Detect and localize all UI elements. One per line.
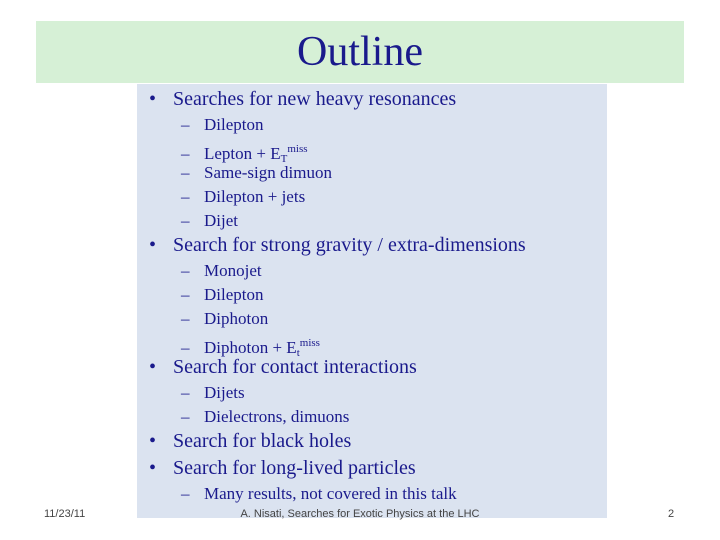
subitem-label: Dilepton bbox=[204, 115, 264, 134]
section-heading: Searches for new heavy resonances bbox=[173, 88, 457, 110]
subitem-dielectrons-dimuons bbox=[181, 406, 349, 428]
subitem-label: Dilepton bbox=[204, 285, 264, 304]
dash-icon: – bbox=[181, 144, 190, 163]
subitem-same-sign-dimuon bbox=[181, 162, 332, 184]
subitem-label: Many results, not covered in this talk bbox=[204, 484, 457, 503]
subitem-label: Dilepton + jets bbox=[204, 187, 306, 206]
dash-icon: – bbox=[181, 484, 190, 503]
dash-icon: – bbox=[181, 261, 190, 280]
bullet-strong-gravity bbox=[149, 233, 526, 257]
slide-title: Outline bbox=[297, 29, 423, 75]
dash-icon: – bbox=[181, 115, 190, 134]
section-heading: Search for contact interactions bbox=[173, 356, 417, 378]
dash-icon: – bbox=[181, 285, 190, 304]
subitem-monojet bbox=[181, 260, 262, 282]
bullet-contact-interactions bbox=[149, 355, 417, 379]
subscript-t: t bbox=[296, 347, 300, 359]
subitem-label: Diphoton bbox=[204, 309, 269, 328]
subitem-dilepton-jets bbox=[181, 186, 305, 208]
dash-icon: – bbox=[181, 383, 190, 402]
footer-page-number: 2 bbox=[668, 508, 675, 520]
subitem-label: Diphoton + E bbox=[204, 338, 297, 357]
title-band bbox=[36, 21, 684, 83]
dash-icon: – bbox=[181, 163, 190, 182]
subscript-t: T bbox=[280, 153, 288, 165]
subitem-dijet bbox=[181, 210, 238, 232]
subitem-label: Lepton + E bbox=[204, 144, 281, 163]
subitem-dilepton bbox=[181, 284, 264, 306]
dash-icon: – bbox=[181, 309, 190, 328]
dash-icon: – bbox=[181, 187, 190, 206]
bullet-heavy-resonances bbox=[149, 87, 456, 111]
superscript-miss: miss bbox=[287, 143, 308, 155]
section-heading: Search for black holes bbox=[173, 430, 352, 452]
footer-center-text: A. Nisati, Searches for Exotic Physics at the LHC bbox=[240, 508, 480, 520]
section-heading: Search for long-lived particles bbox=[173, 457, 416, 479]
dash-icon: – bbox=[181, 211, 190, 230]
subitem-label: Dijets bbox=[204, 383, 245, 402]
subitem-label: Same-sign dimuon bbox=[204, 163, 332, 182]
bullet-icon: • bbox=[149, 88, 157, 110]
dash-icon: – bbox=[181, 338, 190, 357]
subitem-label: Dijet bbox=[204, 211, 238, 230]
footer-date: 11/23/11 bbox=[44, 508, 86, 520]
subitem-dilepton bbox=[181, 114, 264, 136]
subitem-label: Monojet bbox=[204, 261, 262, 280]
superscript-miss: miss bbox=[299, 337, 320, 349]
bullet-icon: • bbox=[149, 356, 157, 378]
subitem-diphoton bbox=[181, 308, 268, 330]
bullet-icon: • bbox=[149, 430, 157, 452]
subitem-dijets bbox=[181, 382, 245, 404]
bullet-icon: • bbox=[149, 457, 157, 479]
section-heading: Search for strong gravity / extra-dimensions bbox=[173, 234, 526, 256]
subitem-label: Dielectrons, dimuons bbox=[204, 407, 350, 426]
dash-icon: – bbox=[181, 407, 190, 426]
bullet-long-lived-particles bbox=[149, 456, 416, 480]
bullet-black-holes bbox=[149, 429, 351, 453]
subitem-many-results bbox=[181, 483, 457, 505]
bullet-icon: • bbox=[149, 234, 157, 256]
